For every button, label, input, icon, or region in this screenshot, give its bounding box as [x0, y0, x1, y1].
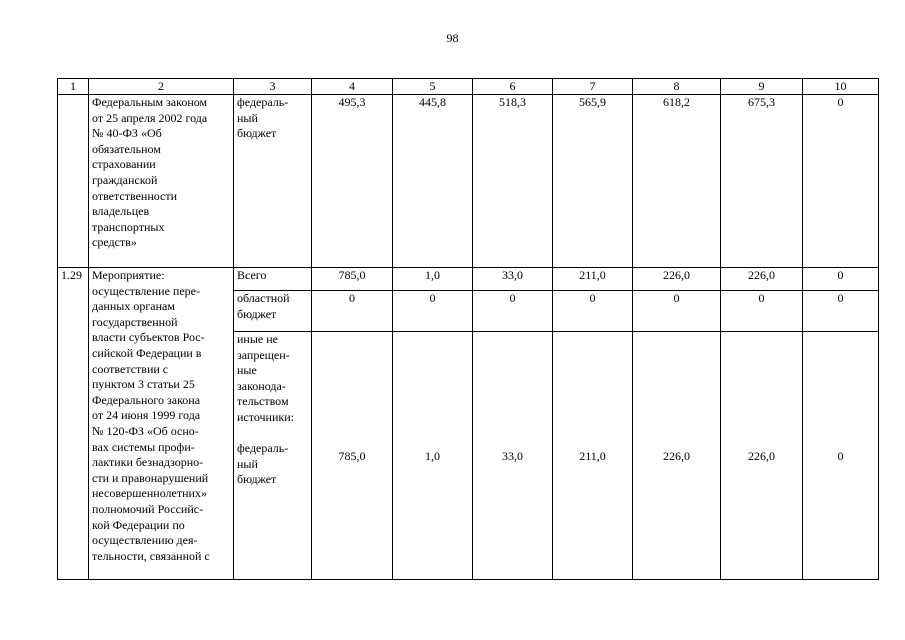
source-line: бюджет [237, 472, 277, 487]
funding-source-cell [234, 291, 312, 332]
value-cell: 0 [633, 291, 721, 332]
value-cell: 226,0 [721, 332, 803, 580]
description-line: от 25 апреля 2002 года [92, 110, 208, 125]
value-cell: 618,2 [633, 95, 721, 268]
header-cell: 10 [803, 79, 879, 95]
description-line: пунктом 3 статьи 25 [92, 377, 195, 392]
table-row [58, 95, 879, 268]
description-line: от 24 июня 1999 года [92, 408, 201, 423]
description-line: данных органам [92, 299, 175, 314]
value-cell: 785,0 [312, 268, 393, 291]
description-line: осуществлению дея- [92, 533, 198, 548]
table-row [58, 268, 879, 291]
header-cell: 8 [633, 79, 721, 95]
value-cell: 0 [803, 332, 879, 580]
description-line: осуществление пере- [92, 283, 200, 298]
spacer [237, 426, 308, 442]
value-cell: 0 [553, 291, 633, 332]
description-line: сийской Федерации в [92, 345, 202, 360]
budget-table [57, 78, 879, 580]
value-cell: 565,9 [553, 95, 633, 268]
funding-source-cell [234, 332, 312, 580]
table-header-row [58, 79, 879, 95]
value-cell: 33,0 [473, 268, 553, 291]
value-cell: 675,3 [721, 95, 803, 268]
funding-source-cell [234, 268, 312, 291]
description-line: полномочий Российс- [92, 501, 204, 516]
value-cell: 0 [473, 291, 553, 332]
description-line: Мероприятие: [92, 268, 165, 282]
source-line: законода- [237, 378, 286, 393]
source-line: ный [237, 110, 258, 125]
value-cell: 1,0 [393, 268, 473, 291]
value-cell: 0 [393, 291, 473, 332]
item-number-cell: 1.29 [58, 268, 89, 580]
value-cell: 0 [803, 95, 879, 268]
header-cell: 3 [234, 79, 312, 95]
description-line: власти субъектов Рос- [92, 330, 205, 345]
description-line: транспортных [92, 219, 165, 234]
value-cell: 0 [721, 291, 803, 332]
description-line: гражданской [92, 172, 158, 187]
description-line: средств» [92, 235, 137, 250]
source-line: тельством [237, 394, 289, 409]
source-line: Всего [237, 268, 267, 282]
description-line: вах системы профи- [92, 439, 195, 454]
value-cell: 211,0 [553, 268, 633, 291]
source-line: запрещен- [237, 347, 290, 362]
value-cell: 226,0 [633, 268, 721, 291]
page-number: 98 [446, 31, 459, 45]
value-cell: 33,0 [473, 332, 553, 580]
description-line: тельности, связанной с [92, 548, 210, 563]
value-cell: 445,8 [393, 95, 473, 268]
value-cell: 518,3 [473, 95, 553, 268]
description-line: Федерального закона [92, 392, 201, 407]
source-line: иные не [237, 332, 278, 346]
source-line: ные [237, 363, 257, 378]
value-cell: 0 [312, 291, 393, 332]
source-line: областной [237, 291, 290, 305]
description-line: Федеральным законом [92, 95, 208, 109]
header-cell: 9 [721, 79, 803, 95]
source-line: федераль- [237, 441, 289, 456]
description-line: соответствии с [92, 361, 169, 376]
description-line: лактики безнадзорно- [92, 455, 204, 470]
description-line: кой Федерации по [92, 517, 185, 532]
description-line: страховании [92, 157, 156, 172]
value-cell: 1,0 [393, 332, 473, 580]
header-cell: 5 [393, 79, 473, 95]
description-cell [89, 268, 234, 580]
funding-source-cell [234, 95, 312, 268]
value-cell: 211,0 [553, 332, 633, 580]
description-line: № 120-ФЗ «Об осно- [92, 423, 199, 438]
value-cell: 226,0 [633, 332, 721, 580]
source-line: бюджет [237, 126, 277, 141]
header-cell: 7 [553, 79, 633, 95]
header-cell: 1 [58, 79, 89, 95]
item-number-cell [58, 95, 89, 268]
description-line: владельцев [92, 204, 150, 219]
source-line: ный [237, 456, 258, 471]
header-cell: 6 [473, 79, 553, 95]
header-cell: 2 [89, 79, 234, 95]
source-line: источники: [237, 409, 294, 424]
description-cell [89, 95, 234, 268]
description-line: ответственности [92, 188, 178, 203]
description-line: № 40-ФЗ «Об [92, 126, 162, 141]
description-line: сти и правонарушений [92, 470, 209, 485]
source-line: федераль- [237, 95, 289, 109]
description-line: несовершеннолетних» [92, 486, 207, 501]
header-cell: 4 [312, 79, 393, 95]
description-line: государственной [92, 314, 178, 329]
value-cell: 0 [803, 291, 879, 332]
description-line: обязательном [92, 141, 161, 156]
value-cell: 226,0 [721, 268, 803, 291]
value-cell: 0 [803, 268, 879, 291]
source-line: бюджет [237, 306, 277, 321]
value-cell: 495,3 [312, 95, 393, 268]
value-cell: 785,0 [312, 332, 393, 580]
